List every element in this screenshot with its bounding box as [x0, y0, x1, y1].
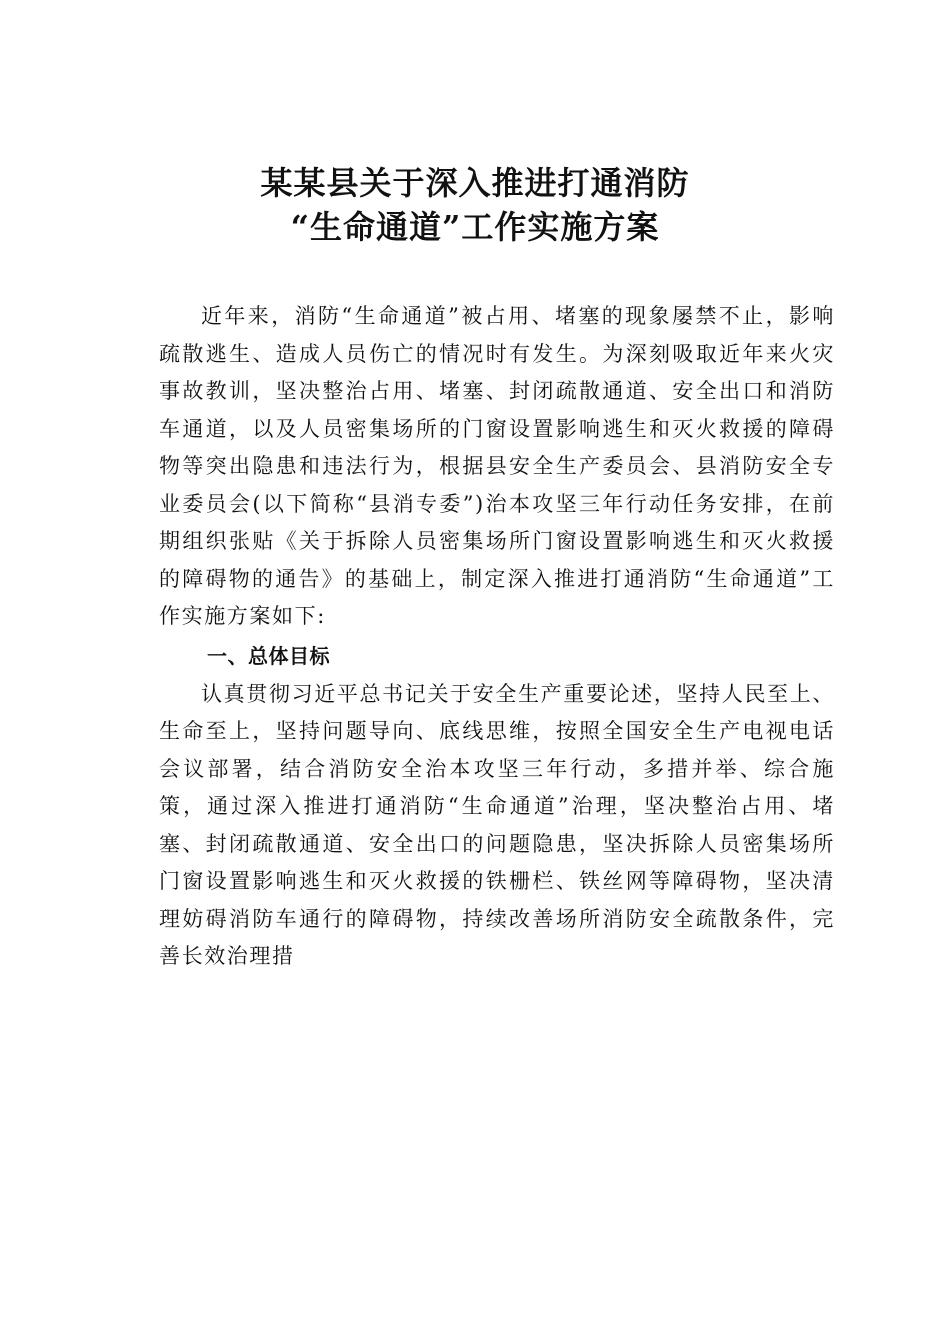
section-heading-overall-goal: 一、总体目标 [207, 643, 330, 668]
document-title-line-1: 某某县关于深入推进打通消防 [260, 164, 690, 202]
section-paragraph-overall-goal: 认真贯彻习近平总书记关于安全生产重要论述，坚持人民至上、生命至上，坚持问题导向、底线思维，按照全国安全生产电视电话会议部署，结合消防安全治本攻坚三年行动，多措并举、综合施策，通过深入推进打通消防“生命通道”治理，坚决整治占用、堵塞、封闭疏散通道、安全出口的问题隐患，坚决拆除人员密集场所门窗设置影响逃生和灭火救援的铁栅栏、铁丝网等障碍物，坚决清理妨碍消防车通行的障碍物，持续改善场所消防安全疏散条件，完善长效治理措 [159, 681, 835, 968]
document-title-line-2: “生命通道”工作实施方案 [290, 208, 660, 246]
intro-paragraph: 近年来，消防“生命通道”被占用、堵塞的现象屡禁不止，影响疏散逃生、造成人员伤亡的情况时有发生。为深刻吸取近年来火灾事故教训，坚决整治占用、堵塞、封闭疏散通道、安全出口和消防车通道，以及人员密集场所的门窗设置影响逃生和灭火救援的障碍物等突出隐患和违法行为，根据县安全生产委员会、县消防安全专业委员会(以下简称“县消专委”)治本攻坚三年行动任务安排，在前期组织张贴《关于拆除人员密集场所门窗设置影响逃生和灭火救援的障碍物的通告》的基础上，制定深入推进打通消防“生命通道”工作实施方案如下: [159, 304, 835, 628]
document-body [159, 298, 835, 976]
